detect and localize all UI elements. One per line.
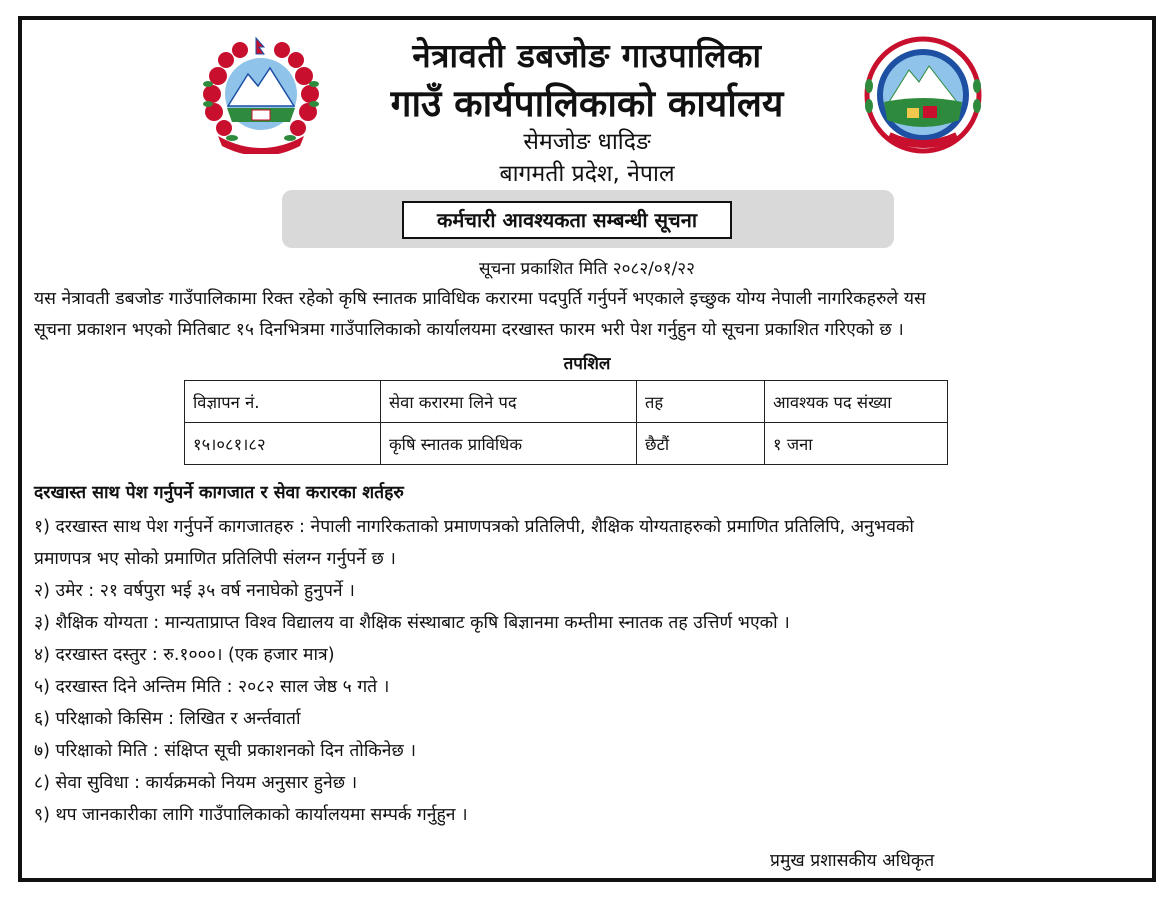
office-location: सेमजोङ धादिङ [523,129,651,155]
condition-item: ४) दरखास्त दस्तुर : रु.१०००। (एक हजार मात्र) [34,645,335,665]
condition-item: २) उमेर : २१ वर्षपुरा भई ३५ वर्ष ननाघेको हुनुपर्ने । [34,581,355,601]
published-date: सूचना प्रकाशित मिति २०८२/०१/२२ [479,259,695,279]
schedule-title: तपशिल [563,354,611,374]
condition-item: ९) थप जानकारीका लागि गाउँपालिकाको कार्यालयमा सम्पर्क गर्नुहुन । [34,805,468,825]
notice-document [18,16,1156,882]
condition-item: प्रमाणपत्र भए सोको प्रमाणित प्रतिलिपी संलग्न गर्नुपर्ने छ । [34,549,396,569]
condition-item: ३) शैक्षिक योग्यता : मान्यताप्राप्त विश्व विद्यालय वा शैक्षिक संस्थाबाट कृषि बिज्ञानमा कम्तीमा स्नातक तह उत्तिर्ण भएको । [34,613,790,633]
table-header-row [185,381,948,423]
notice-title: कर्मचारी आवश्यकता सम्बन्धी सूचना [402,201,732,239]
notice-title-banner [282,190,894,248]
province-name: बागमती प्रदेश, नेपाल [499,161,675,187]
cell-level: छैटौं [637,423,765,465]
municipality-name: नेत्रावती डबजोङ गाउपालिका [412,36,762,75]
condition-item: ५) दरखास्त दिने अन्तिम मिति : २०८२ साल जेष्ठ ५ गते । [34,677,390,697]
condition-item: ८) सेवा सुविधा : कार्यक्रमको नियम अनुसार हुनेछ । [34,773,358,793]
header-position: सेवा करारमा लिने पद [381,381,637,423]
header-ad-number: विज्ञापन नं. [185,381,381,423]
cell-vacancy-count: १ जना [765,423,948,465]
intro-paragraph [34,284,1146,346]
condition-item: ७) परिक्षाको मिति : संक्षिप्त सूची प्रकाशनको दिन तोकिनेछ । [34,741,416,761]
cell-ad-number: १५।०८१।८२ [185,423,381,465]
header-level: तह [637,381,765,423]
header-vacancy-count: आवश्यक पद संख्या [765,381,948,423]
condition-item: १) दरखास्त साथ पेश गर्नुपर्ने कागजातहरु : नेपाली नागरिकताको प्रमाणपत्रको प्रतिलिपी, शैक्षिक योग्यताहरुको प्रमाणित प्रतिलिपि, अनुभवको [34,517,914,537]
table-row [185,423,948,465]
intro-line: सूचना प्रकाशन भएको मितिबाट १५ दिनभित्रमा गाउँपालिकाको कार्यालयमा दरखास्त फारम भरी पेश गर्नुहुन यो सूचना प्रकाशित गरिएको छ । [34,320,904,340]
condition-item: ६) परिक्षाको किसिम : लिखित र अर्न्तवार्ता [34,709,301,729]
cell-position: कृषि स्नातक प्राविधिक [381,423,637,465]
intro-line: यस नेत्रावती डबजोङ गाउँपालिकामा रिक्त रहेको कृषि स्नातक प्राविधिक करारमा पदपुर्ति गर्नुपर्ने भएकाले इच्छुक योग्य नेपाली नागरिकहरुले यस [34,289,926,309]
office-name: गाउँ कार्यपालिकाको कार्यालय [390,82,784,125]
conditions-title: दरखास्त साथ पेश गर्नुपर्ने कागजात र सेवा करारका शर्तहरु [34,483,404,503]
signatory-title: प्रमुख प्रशासकीय अधिकृत [770,851,935,871]
vacancy-table [184,380,948,465]
